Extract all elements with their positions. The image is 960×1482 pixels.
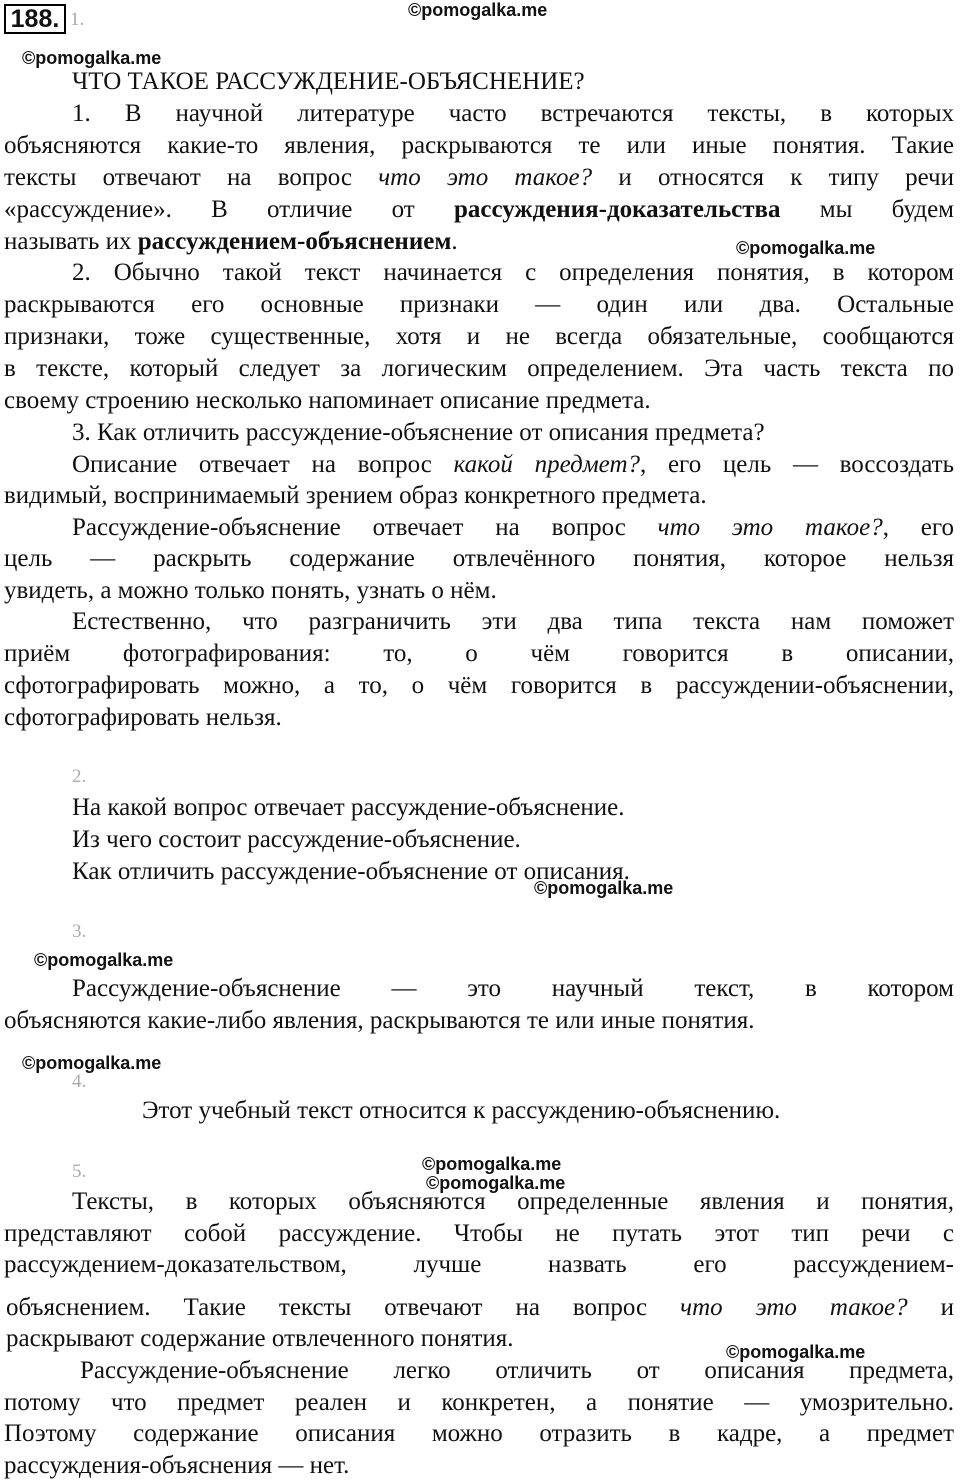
section5-line: представляют собой рассуждение. Чтобы не путать этот тип речи с: [4, 1220, 954, 1247]
section3-line: Рассуждение-объяснение — это научный текст, в котором: [72, 975, 954, 1002]
section1-line: раскрываются его основные признаки — один или два. Остальные: [4, 291, 954, 318]
section5-line: рассуждения-объяснения — нет.: [4, 1452, 350, 1479]
watermark: ©pomogalka.me: [34, 950, 174, 970]
section2-question: На какой вопрос отвечает рассуждение-объяснение.: [72, 794, 625, 821]
section1-line: «рассуждение». В отличие от рассуждения-доказательства мы будем: [4, 196, 955, 223]
section1-line: тексты отвечают на вопрос что это такое? и относятся к типу речи: [4, 164, 954, 191]
section1-line: сфотографировать нельзя.: [4, 704, 282, 731]
section1-line: Рассуждение-объяснение отвечает на вопрос что это такое?, его: [72, 514, 954, 541]
watermark: ©pomogalka.me: [726, 1342, 866, 1362]
section3-line: объясняются какие-либо явления, раскрываются те или иные понятия.: [4, 1007, 755, 1034]
watermark: ©pomogalka.me: [408, 0, 548, 20]
section1-line: Естественно, что разграничить эти два типа текста нам поможет: [72, 608, 954, 635]
section1-line: 2. Обычно такой текст начинается с определения понятия, в котором: [72, 259, 954, 286]
section4-line: Этот учебный текст относится к рассуждению-объяснению.: [142, 1097, 781, 1124]
section1-line: в тексте, который следует за логическим определением. Эта часть текста по: [4, 355, 954, 382]
section1-line: признаки, тоже существенные, хотя и не всегда обязательные, сообщаются: [4, 323, 954, 350]
section1-line: сфотографировать можно, а то, о чём говорится в рассуждении-объяснении,: [4, 672, 954, 699]
section-number-3: 3.: [72, 921, 87, 942]
section2-question: Из чего состоит рассуждение-объяснение.: [72, 826, 521, 853]
section5-line: потому что предмет реален и конкретен, а понятие — умозрительно.: [4, 1389, 954, 1416]
section1-line: 3. Как отличить рассуждение-объяснение от описания предмета?: [72, 419, 765, 446]
watermark: ©pomogalka.me: [534, 878, 674, 898]
section1-line: приём фотографирования: то, о чём говорится в описании,: [4, 640, 954, 667]
watermark: ©pomogalka.me: [422, 1154, 562, 1174]
watermark: ©pomogalka.me: [22, 48, 162, 68]
watermark: ©pomogalka.me: [22, 1053, 162, 1073]
section5-line: Поэтому содержание описания можно отразить в кадре, а предмет: [4, 1420, 954, 1447]
section1-line: объясняются какие-то явления, раскрываются те или иные понятия. Такие: [4, 132, 954, 159]
section-number-2: 2.: [72, 766, 87, 787]
section5-line: Тексты, в которых объясняются определенные явления и понятия,: [72, 1188, 954, 1215]
section1-line: называть их рассуждением-объяснением.: [4, 228, 458, 255]
section1-heading: ЧТО ТАКОЕ РАССУЖДЕНИЕ-ОБЪЯСНЕНИЕ?: [72, 68, 585, 95]
exercise-number-badge: 188.: [4, 4, 66, 34]
section1-line: увидеть, а можно только понять, узнать о нём.: [4, 577, 497, 604]
watermark: ©pomogalka.me: [426, 1173, 566, 1193]
section1-line: цель — раскрыть содержание отвлечённого понятия, которое нельзя: [4, 545, 954, 572]
section5-line: объяснением. Такие тексты отвечают на вопрос что это такое? и: [6, 1294, 954, 1321]
section1-line: своему строению несколько напоминает описание предмета.: [4, 387, 651, 414]
section1-line: видимый, воспринимаемый зрением образ конкретного предмета.: [4, 482, 707, 509]
section5-line: раскрывают содержание отвлеченного понятия.: [6, 1325, 514, 1352]
section5-line: рассуждением-доказательством, лучше назвать его рассуждением-: [4, 1251, 954, 1278]
section2-question: Как отличить рассуждение-объяснение от описания.: [72, 858, 630, 885]
watermark: ©pomogalka.me: [736, 238, 876, 258]
section-number-1: 1.: [70, 9, 85, 30]
section1-line: 1. В научной литературе часто встречаются тексты, в которых: [72, 100, 954, 127]
section-number-5: 5.: [72, 1161, 87, 1182]
section-number-4: 4.: [72, 1071, 87, 1092]
section1-line: Описание отвечает на вопрос какой предмет?, его цель — воссоздать: [72, 451, 955, 478]
section5-line: Рассуждение-объяснение легко отличить от описания предмета,: [80, 1357, 954, 1384]
